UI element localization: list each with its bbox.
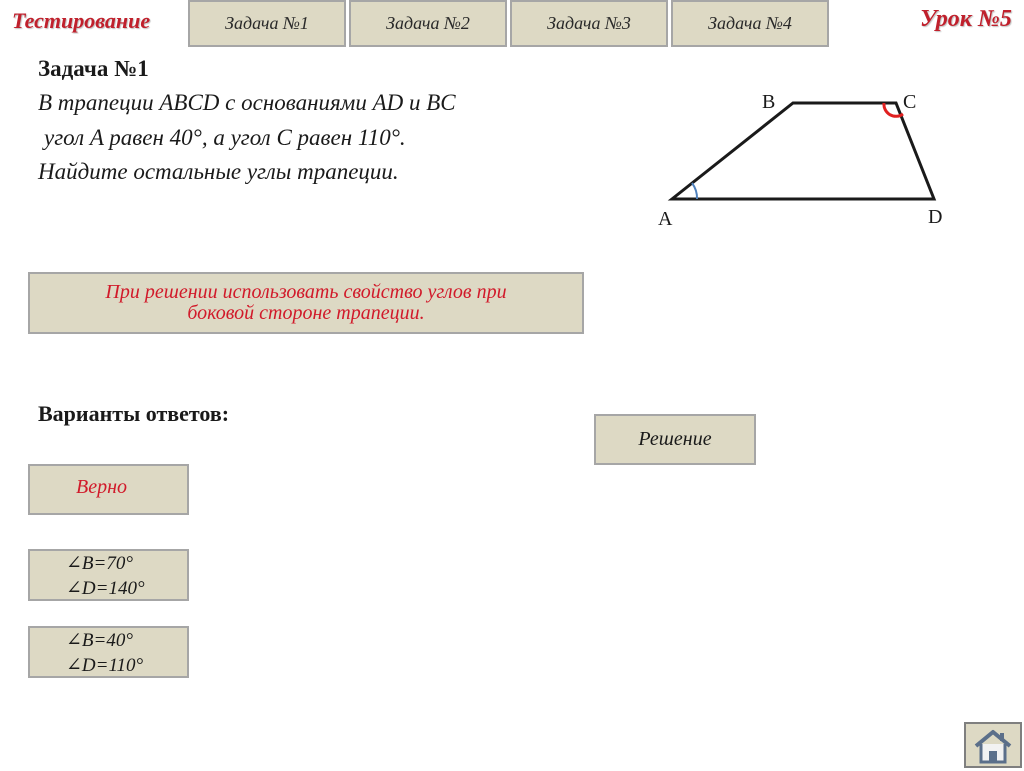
task-tabs bbox=[188, 0, 829, 51]
tab-task-4[interactable]: Задача №4 bbox=[671, 0, 829, 47]
trapezoid-figure bbox=[640, 80, 970, 240]
hint-box bbox=[28, 272, 584, 334]
tab-task-2[interactable]: Задача №2 bbox=[349, 0, 507, 47]
tab-task-1[interactable]: Задача №1 bbox=[188, 0, 346, 47]
answer-option-1-line-2: ∠D=140° bbox=[66, 578, 145, 599]
task-text-line-2: угол A равен 40°, а угол C равен 110°. bbox=[44, 125, 406, 150]
label-d: D bbox=[928, 206, 943, 228]
home-button[interactable] bbox=[964, 722, 1022, 768]
answer-option-2[interactable] bbox=[28, 626, 189, 678]
solution-button[interactable]: Решение bbox=[594, 414, 756, 465]
answer-option-1-line-1: ∠B=70° bbox=[66, 553, 133, 574]
app-title: Тестирование bbox=[12, 8, 151, 33]
answer-option-2-line-1: ∠B=40° bbox=[66, 630, 133, 651]
angle-a-arc bbox=[692, 183, 697, 199]
label-c: C bbox=[903, 91, 917, 113]
answer-option-2-line-2: ∠D=110° bbox=[66, 655, 144, 676]
answer-option-1[interactable] bbox=[28, 549, 189, 601]
lesson-title: Урок №5 bbox=[920, 6, 1012, 32]
tab-task-3[interactable]: Задача №3 bbox=[510, 0, 668, 47]
task-text-line-1: В трапеции ABCD с основаниями AD и BC bbox=[38, 90, 456, 115]
label-b: B bbox=[762, 91, 776, 113]
answers-label: Варианты ответов: bbox=[38, 401, 230, 426]
hint-line-1: При решении использовать свойство углов при bbox=[105, 281, 507, 303]
hint-line-2: боковой стороне трапеции. bbox=[187, 302, 425, 324]
task-title: Задача №1 bbox=[38, 56, 149, 81]
label-a: A bbox=[658, 208, 673, 230]
correct-answer-button[interactable]: Верно bbox=[28, 464, 189, 515]
task-text-line-3: Найдите остальные углы трапеции. bbox=[38, 159, 399, 184]
home-icon bbox=[966, 724, 1020, 766]
